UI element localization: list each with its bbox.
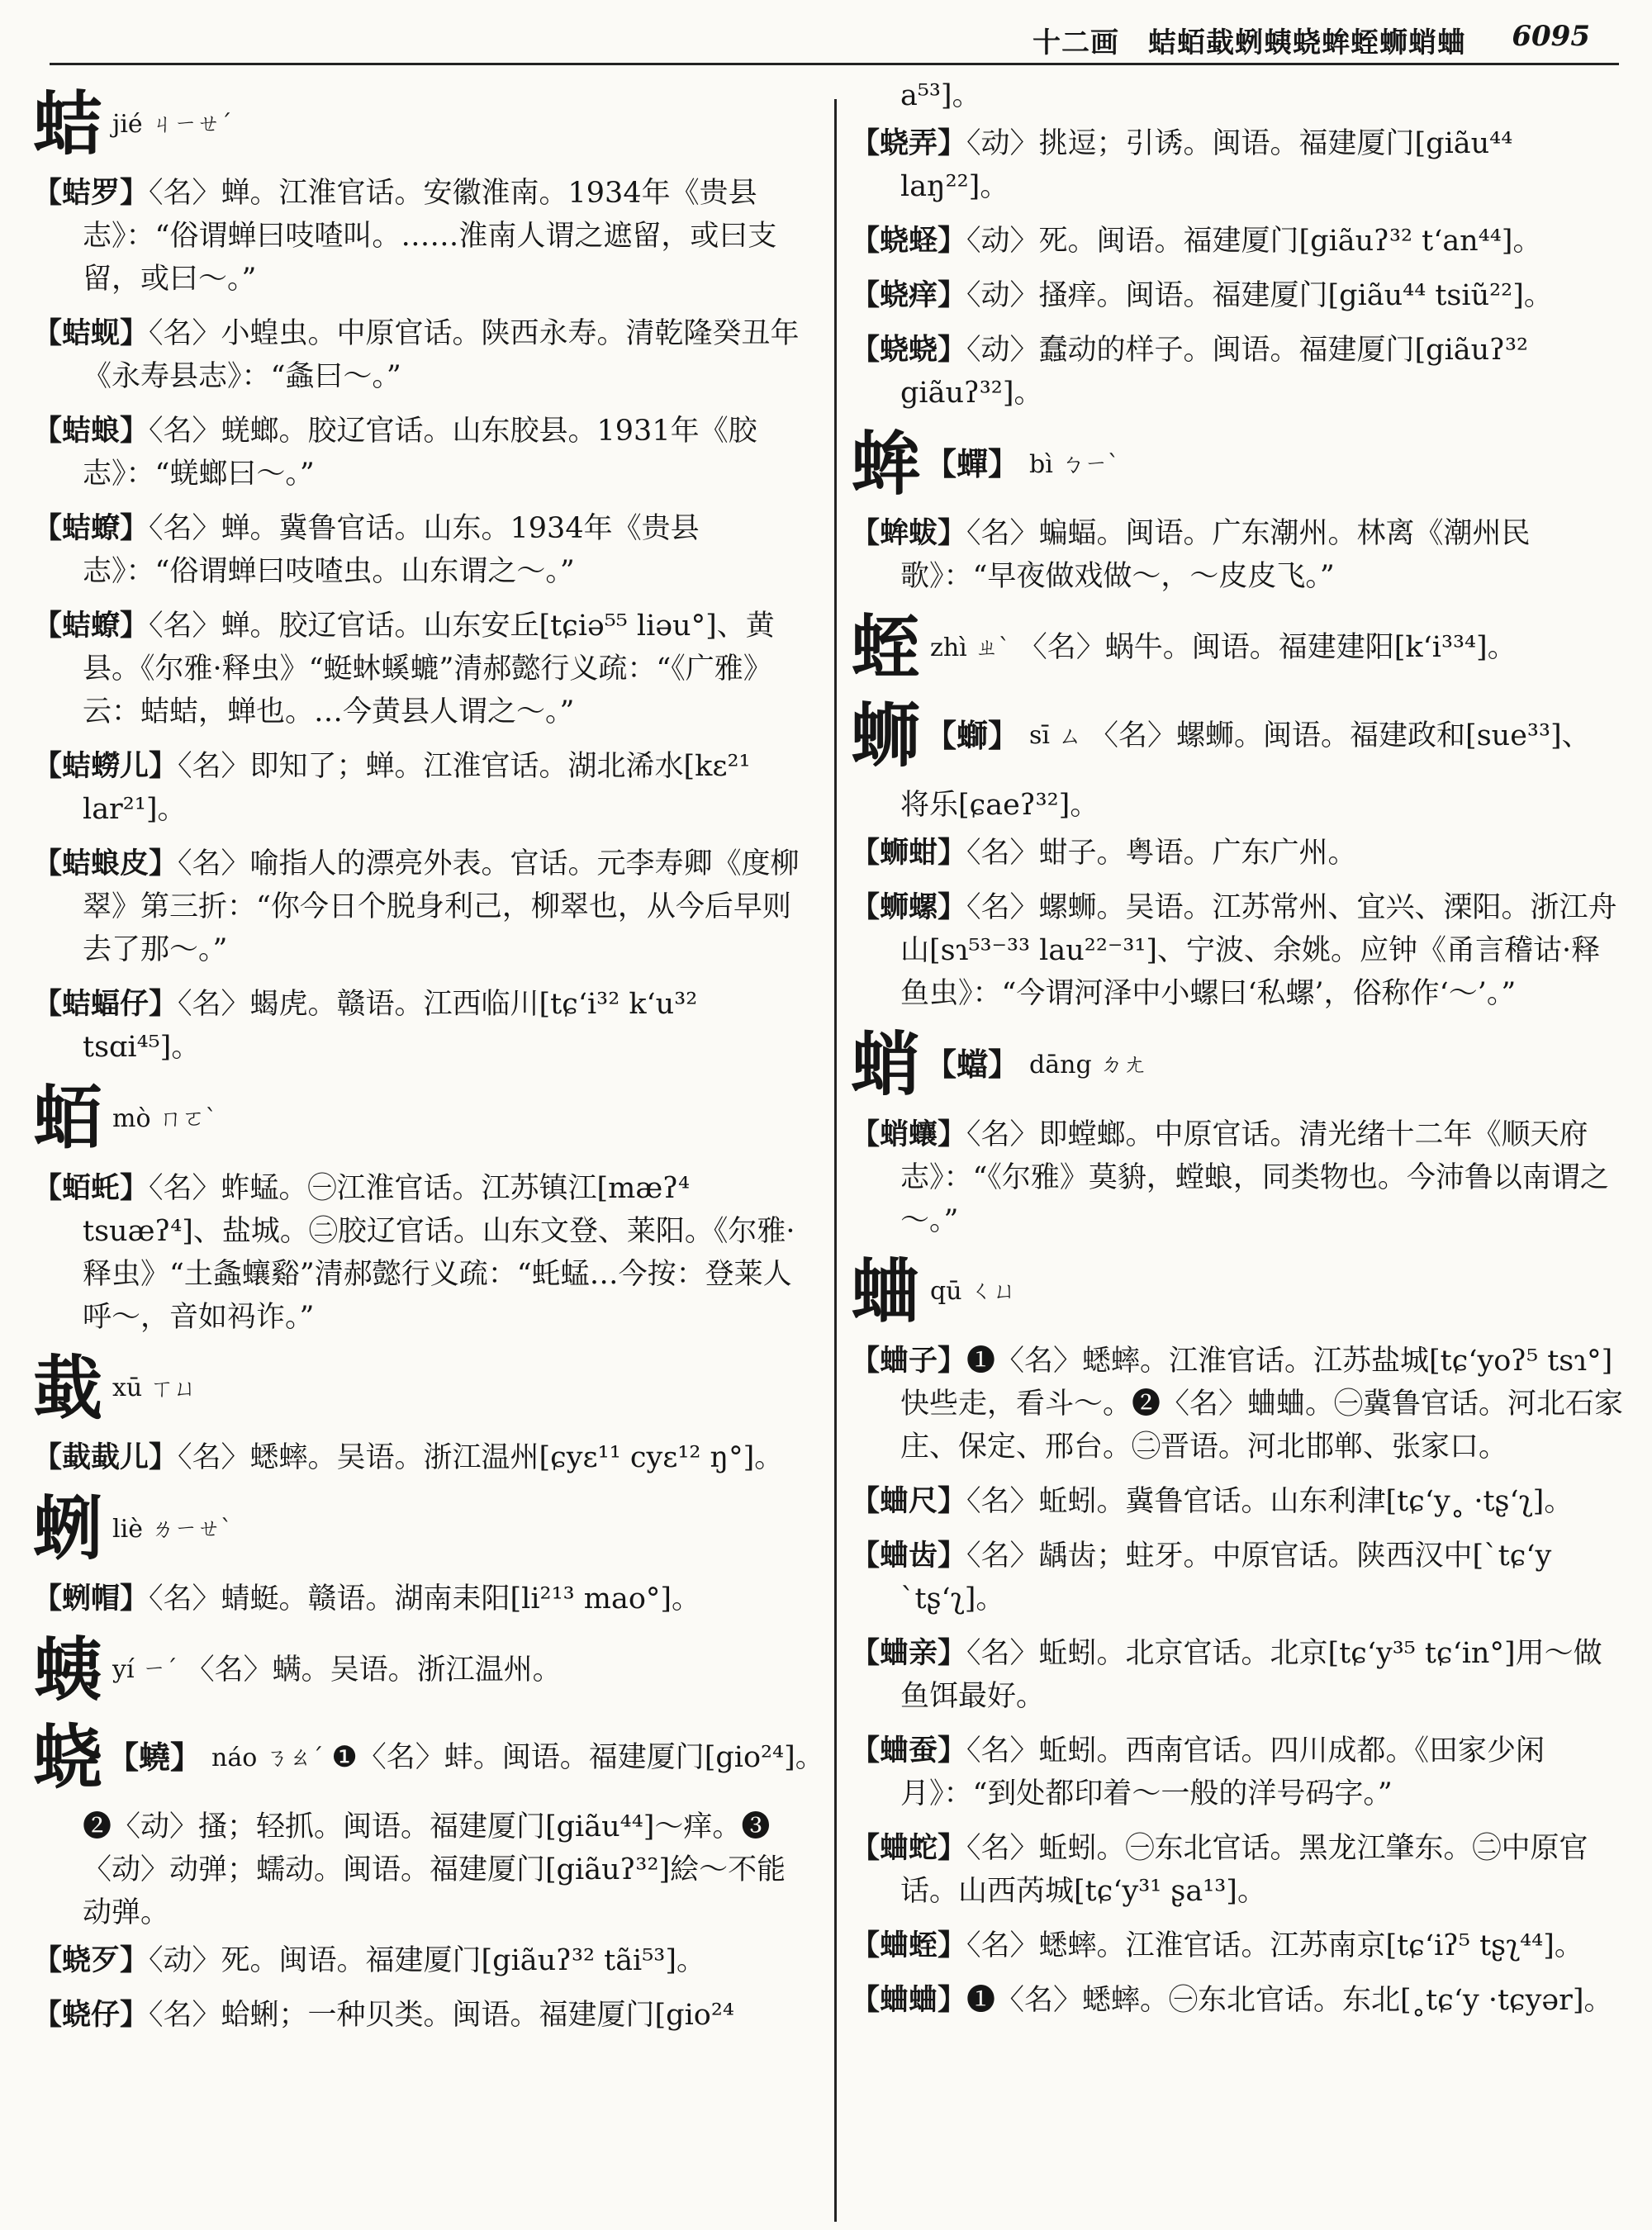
entry-term: 【蛚帽】 bbox=[33, 1581, 150, 1616]
entry-text: 〈名〉龋齿；蛀牙。中原官话。陕西汉中[ˋtɕʻy ˋtʂʻʅ]。 bbox=[900, 1539, 1552, 1616]
entry-term: 【蛣蜋】 bbox=[33, 414, 150, 448]
headword-char: 蛦 bbox=[33, 1628, 103, 1710]
headword-variant: 【蟯】 bbox=[107, 1739, 202, 1777]
headword-char: 蛨 bbox=[33, 1077, 103, 1160]
headword bbox=[33, 83, 814, 164]
dictionary-entry bbox=[33, 983, 814, 1069]
dictionary-entry bbox=[33, 172, 814, 301]
headword-char: 蛳 bbox=[851, 694, 921, 776]
headword-variant: 【蟬】 bbox=[925, 445, 1020, 483]
headword-zhuyin: ㄑㄩ bbox=[970, 1277, 1017, 1305]
entry-text: 〈名〉喻指人的漂亮外表。官话。元李寿卿《度柳翠》第三折：“你今日个脱身利己，柳翠也，从今后早则去了那～。” bbox=[83, 847, 800, 967]
entry-text: 〈名〉蝙蝠。闽语。广东潮州。林离《潮州民歌》：“早夜做戏做～，～皮皮飞。” bbox=[900, 517, 1531, 594]
dictionary-entry bbox=[851, 1979, 1627, 2022]
page-number: 6095 bbox=[1512, 20, 1590, 53]
entry-term: 【蛐子】 bbox=[851, 1343, 967, 1378]
headword bbox=[33, 1487, 814, 1570]
dictionary-entry bbox=[33, 842, 814, 971]
headword-char: 蛲 bbox=[33, 1715, 103, 1798]
entry-text: 〈名〉蝎虎。赣语。江西临川[tɕʻi³² kʻu³² tsɑi⁴⁵]。 bbox=[83, 988, 698, 1065]
dictionary-entry bbox=[851, 1480, 1627, 1523]
entry-text: 〈动〉搔痒。闽语。福建厦门[giãu⁴⁴ tsiũ²²]。 bbox=[966, 279, 1553, 312]
entry-text: 〈动〉蠢动的样子。闽语。福建厦门[giãuʔ³² giãuʔ³²]。 bbox=[900, 334, 1529, 410]
entry-term: 【蛣蚬】 bbox=[33, 316, 150, 351]
dictionary-entry bbox=[851, 1113, 1627, 1242]
entry-term: 【蛐蛐】 bbox=[851, 1982, 967, 2017]
dictionary-entry bbox=[851, 329, 1627, 415]
entry-text: 〈名〉蝉。冀鲁官话。山东。1934年《贵县志》：“俗谓蝉曰吱喳虫。山东谓之～。” bbox=[83, 512, 700, 589]
right-column bbox=[851, 74, 1627, 2222]
entry-continued: a⁵³]。 bbox=[900, 79, 981, 112]
entry-text: 〈动〉死。闽语。福建厦门[giãuʔ³² tãi⁵³]。 bbox=[149, 1944, 705, 1978]
headword-pinyin: jié bbox=[112, 109, 143, 139]
column-divider bbox=[834, 99, 837, 2222]
page-header bbox=[50, 15, 1619, 65]
entry-term: 【蛲仔】 bbox=[33, 1998, 150, 2033]
headword-definition-continued: 将乐[ɕaeʔ³²]。 bbox=[900, 789, 1099, 823]
entry-term: 【蛲蛏】 bbox=[851, 224, 967, 258]
entry-text: 〈名〉蚯蚓。冀鲁官话。山东利津[tɕʻy˳ ·tʂʻʅ]。 bbox=[966, 1484, 1574, 1518]
dictionary-entry bbox=[851, 1340, 1627, 1468]
entry-term: 【蛐齿】 bbox=[851, 1538, 967, 1573]
headword-definition: 〈名〉螨。吴语。浙江温州。 bbox=[185, 1653, 562, 1687]
entry-text: 〈名〉即知了；蝉。江淮官话。湖北浠水[kɛ²¹ lar²¹]。 bbox=[83, 750, 751, 827]
entry-text: 〈名〉螺蛳。吴语。江苏常州、宜兴、溧阳。浙江舟山[sɿ⁵³⁻³³ lau²²⁻³¹]、宁波、余姚。应钟《甬言稽诂·释鱼虫》：“今谓河泽中小螺曰‘私螺’，俗称作‘～’。” bbox=[900, 891, 1617, 1011]
headword-zhuyin: ㄋㄠˊ bbox=[265, 1743, 324, 1771]
left-column bbox=[33, 74, 824, 2222]
entry-text: 〈名〉蟋蟀。吴语。浙江温州[ɕyɛ¹¹ cyɛ¹² ŋ°]。 bbox=[178, 1441, 784, 1475]
entry-text: 〈名〉蟋蟀。江淮官话。江苏南京[tɕʻiʔ⁵ tʂʅ⁴⁴]。 bbox=[966, 1929, 1583, 1962]
headword-pinyin: mò bbox=[112, 1104, 151, 1134]
headword-pinyin: sī bbox=[1029, 721, 1051, 751]
dictionary-entry bbox=[33, 1578, 814, 1620]
headword-char: 蛑 bbox=[851, 423, 921, 505]
headword-pinyin: qū bbox=[930, 1277, 962, 1307]
dictionary-entry bbox=[851, 512, 1627, 598]
dictionary-entry bbox=[851, 1924, 1627, 1967]
entry-text: 〈名〉蝉。江淮官话。安徽淮南。1934年《贵县志》：“俗谓蝉曰吱喳叫。……淮南人谓之遮留，或曰支留，或曰～。” bbox=[83, 177, 777, 297]
dictionary-entry bbox=[33, 312, 814, 398]
dictionary-entry bbox=[33, 1167, 814, 1339]
headword-pinyin: xū bbox=[112, 1374, 143, 1403]
entry-term: 【蛐尺】 bbox=[851, 1483, 967, 1518]
headword-pinyin: bì bbox=[1029, 449, 1053, 479]
entry-text: 〈动〉挑逗；引诱。闽语。福建厦门[giãu⁴⁴ laŋ²²]。 bbox=[900, 127, 1513, 203]
headword-char: 蛓 bbox=[33, 1346, 103, 1429]
entry-term: 【蛳螺】 bbox=[851, 890, 967, 925]
dictionary-entry bbox=[33, 745, 814, 831]
dictionary-entry bbox=[851, 1827, 1627, 1913]
entry-term: 【蛐蛇】 bbox=[851, 1830, 967, 1865]
dictionary-entry bbox=[851, 1535, 1627, 1620]
entry-text: 〈名〉蚯蚓。西南官话。四川成都。《田家少闲月》：“到处都印着～一般的洋号码字。” bbox=[900, 1734, 1545, 1810]
entry-term: 【蛲痒】 bbox=[851, 278, 967, 312]
headword bbox=[33, 1715, 824, 1798]
headword-zhuyin: ㄉㄤ bbox=[1099, 1050, 1146, 1078]
headword-zhuyin: ㄌㄧㄝˋ bbox=[150, 1514, 232, 1542]
entry-term: 【蛣蜋皮】 bbox=[33, 847, 178, 881]
headword-pinyin: náo bbox=[211, 1743, 258, 1772]
headword bbox=[851, 423, 1627, 505]
entry-term: 【蛲蛲】 bbox=[851, 333, 967, 367]
headword-zhuyin: ㄒㄩ bbox=[150, 1374, 197, 1402]
headword bbox=[851, 1250, 1627, 1332]
headword-char: 蛚 bbox=[33, 1487, 103, 1570]
headword-pinyin: liè bbox=[112, 1514, 143, 1544]
entry-term: 【蛲弄】 bbox=[851, 126, 967, 160]
entry-text: 〈名〉蚯蚓。㊀东北官话。黑龙江肇东。㊁中原官话。山西芮城[tɕʻy³¹ ʂa¹³]。 bbox=[900, 1831, 1588, 1908]
entry-text: 〈名〉蚯蚓。北京官话。北京[tɕʻy³⁵ tɕʻin°]用～做鱼饵最好。 bbox=[900, 1636, 1602, 1713]
entry-text: 〈名〉蜻蜓。赣语。湖南耒阳[li²¹³ mao°]。 bbox=[149, 1582, 701, 1616]
entry-text: 〈名〉蛤蜊；一种贝类。闽语。福建厦门[gio²⁴ bbox=[149, 1999, 734, 2033]
entry-term: 【蛐亲】 bbox=[851, 1635, 967, 1670]
headword-definition: 〈名〉螺蛳。闽语。福建政和[sue³³]、 bbox=[1089, 719, 1591, 752]
entry-term: 【蛣蟟】 bbox=[33, 609, 150, 643]
headword-variant: 【蟷】 bbox=[925, 1046, 1020, 1084]
entry-text: 〈名〉蚶子。粤语。广东广州。 bbox=[966, 837, 1357, 871]
dictionary-entry bbox=[851, 832, 1627, 875]
headword bbox=[851, 1023, 1627, 1106]
headword-variant: 【螄】 bbox=[925, 717, 1020, 755]
dictionary-entry bbox=[33, 605, 814, 733]
entry-term: 【蛣蝠仔】 bbox=[33, 987, 178, 1022]
dictionary-entry bbox=[33, 507, 814, 593]
headword-zhuyin: ㄓˋ bbox=[975, 633, 1010, 662]
dictionary-entry bbox=[851, 274, 1627, 317]
headword-zhuyin: ㄧˊ bbox=[142, 1655, 178, 1683]
entry-text: 〈名〉蝉。胶辽官话。山东安丘[tɕiə⁵⁵ liəu°]、黄县。《尔雅·释虫》“蜓蚞螇螰”清郝懿行义疏：“《广雅》云：蛣蛣，蝉也。…今黄县人谓之～。” bbox=[83, 610, 775, 729]
entry-term: 【蛸蠰】 bbox=[851, 1117, 967, 1151]
entry-term: 【蛨虴】 bbox=[33, 1170, 150, 1205]
entry-term: 【蛣罗】 bbox=[33, 176, 150, 211]
headword-char: 蛭 bbox=[851, 606, 921, 689]
headword-pinyin: zhì bbox=[930, 633, 967, 663]
entry-text: 〈名〉蜣螂。胶辽官话。山东胶县。1931年《胶志》：“蜣螂曰～。” bbox=[83, 415, 757, 491]
headword-char: 蛣 bbox=[33, 83, 103, 164]
entry-text: ❶〈名〉蟋蟀。㊀东北官话。东北[˳tɕʻy ·tɕyər]。 bbox=[966, 1983, 1613, 2017]
dictionary-entry bbox=[851, 1729, 1627, 1815]
headword-pinyin: dāng bbox=[1029, 1050, 1092, 1079]
entry-term: 【蛐蛭】 bbox=[851, 1928, 967, 1962]
headword-zhuyin: ㄇㄛˋ bbox=[159, 1104, 217, 1132]
entry-text: ❶〈名〉蟋蟀。江淮官话。江苏盐城[tɕʻyoʔ⁵ tsɿ°]快些走，看斗～。❷〈名〉蛐蛐。㊀冀鲁官话。河北石家庄、保定、邢台。㊁晋语。河北邯郸、张家口。 bbox=[900, 1344, 1624, 1464]
headword bbox=[851, 606, 1627, 689]
entry-text: 〈动〉死。闽语。福建厦门[giãuʔ³² tʻan⁴⁴]。 bbox=[966, 225, 1542, 258]
headword-char: 蛐 bbox=[851, 1250, 921, 1332]
header-title: 十二画 蛣蛨蛓蛚蛦蛲蛑蛭蛳蛸蛐 bbox=[1032, 26, 1466, 59]
headword bbox=[851, 694, 1627, 776]
headword bbox=[33, 1346, 814, 1429]
dictionary-entry bbox=[33, 1939, 814, 1982]
headword-definition-continued: ❷〈动〉搔；轻抓。闽语。福建厦门[giãu⁴⁴]～痒。❸〈动〉动弹；蠕动。闽语。福建厦门[giãuʔ³²]絵～不能动弹。 bbox=[83, 1810, 786, 1930]
dictionary-entry bbox=[851, 220, 1627, 263]
headword-zhuyin: ㄐㄧㄝˊ bbox=[150, 109, 232, 137]
entry-text: 〈名〉蚱蜢。㊀江淮官话。江苏镇江[mæʔ⁴ tsuæʔ⁴]、盐城。㊁胶辽官话。山东文登、莱阳。《尔雅·释虫》“土螽蠰谿”清郝懿行义疏：“虴蜢…今按：登莱人呼～，音如祃诈。” bbox=[83, 1171, 795, 1334]
entry-text: 〈名〉小蝗虫。中原官话。陕西永寿。清乾隆癸丑年《永寿县志》：“螽曰～。” bbox=[83, 317, 800, 394]
headword-pinyin: yí bbox=[112, 1655, 135, 1685]
entry-term: 【蛲歹】 bbox=[33, 1943, 150, 1978]
entry-text: 〈名〉即螳螂。中原官话。清光绪十二年《顺天府志》：“《尔雅》莫貈，螳蜋，同类物也。今沛鲁以南谓之～。” bbox=[900, 1117, 1609, 1237]
dictionary-entry bbox=[33, 410, 814, 496]
entry-term: 【蛐蚕】 bbox=[851, 1733, 967, 1767]
dictionary-entry bbox=[851, 886, 1627, 1015]
entry-term: 【蛣蟧儿】 bbox=[33, 749, 178, 784]
headword-zhuyin: ㄅㄧˋ bbox=[1061, 449, 1119, 477]
dictionary-entry bbox=[851, 1632, 1627, 1718]
dictionary-entry bbox=[851, 122, 1627, 208]
headword bbox=[33, 1077, 814, 1160]
entry-term: 【蛳蚶】 bbox=[851, 836, 967, 871]
headword-definition: 〈名〉蜗牛。闽语。福建建阳[kʻi³³⁴]。 bbox=[1018, 631, 1517, 665]
dictionary-entry bbox=[33, 1436, 814, 1479]
entry-term: 【蛣蟟】 bbox=[33, 511, 150, 546]
dictionary-entry bbox=[33, 1994, 814, 2037]
headword bbox=[33, 1628, 814, 1710]
headword-char: 蛸 bbox=[851, 1023, 921, 1106]
entry-term: 【蛓蛓儿】 bbox=[33, 1440, 178, 1475]
entry-term: 【蛑蛂】 bbox=[851, 516, 967, 551]
headword-zhuyin: ㄙ bbox=[1058, 721, 1082, 749]
headword-definition: ❶〈名〉蚌。闽语。福建厦门[gio²⁴]。 bbox=[331, 1740, 824, 1774]
